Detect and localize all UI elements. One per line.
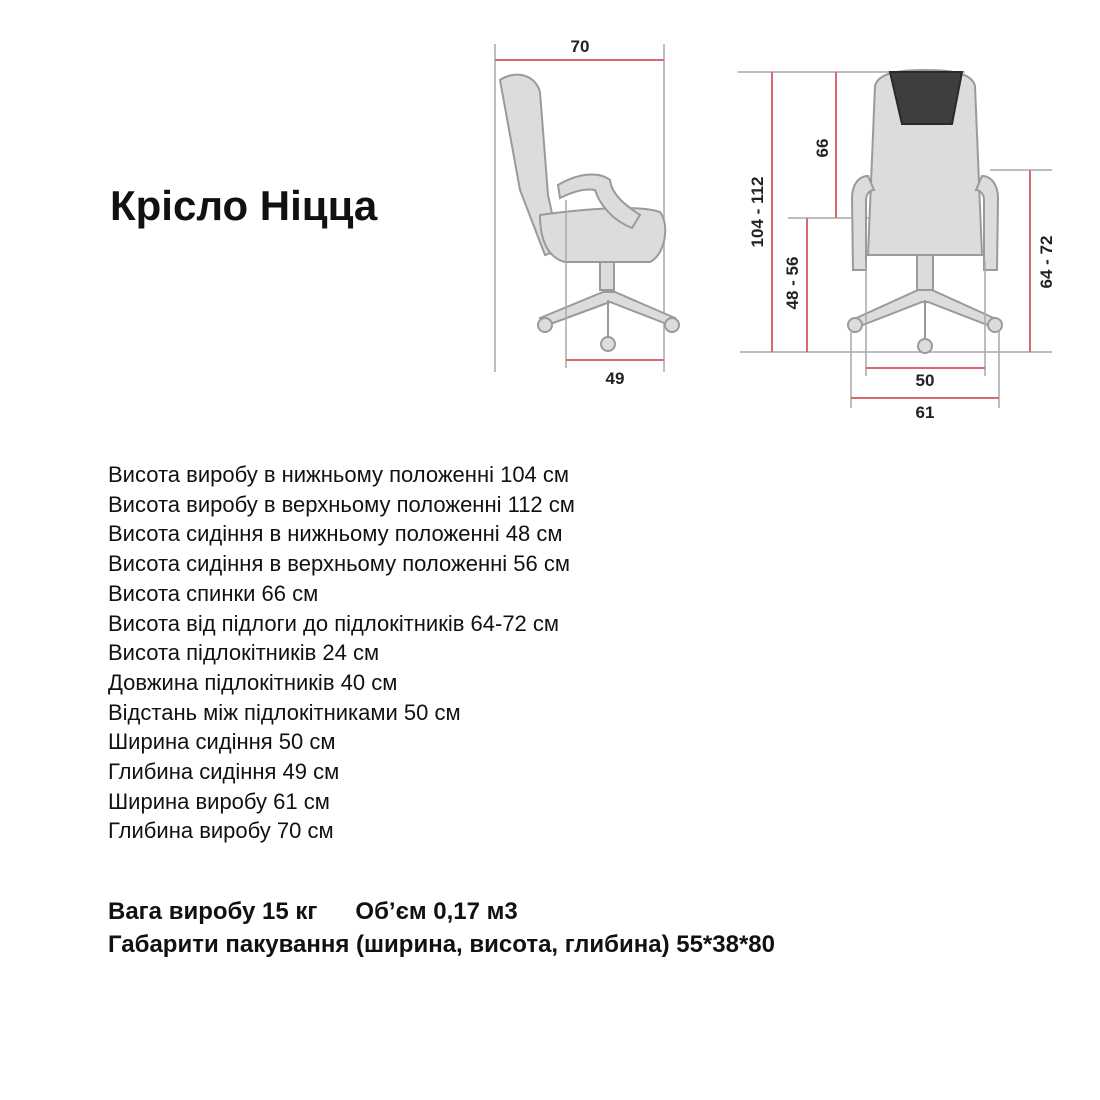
side-gas-lift [600, 262, 614, 290]
front-view [738, 70, 1056, 422]
front-seat-width-label: 50 [915, 371, 935, 390]
summary-block [108, 895, 775, 961]
spec-item: Висота виробу в верхньому положенні 112 см [108, 491, 575, 517]
spec-item: Ширина сидіння 50 см [108, 729, 336, 755]
front-armrest-height-label: 64 - 72 [1037, 235, 1056, 289]
side-wheel-right [665, 318, 679, 332]
spec-list [108, 460, 575, 846]
spec-item: Висота сидіння в верхньому положенні 56 см [108, 551, 570, 577]
spec-item: Глибина виробу 70 см [108, 818, 334, 844]
volume-text: Об’єм 0,17 м3 [355, 898, 518, 925]
packaging-text: Габарити пакування (ширина, висота, глибина) 55*38*80 [108, 931, 775, 958]
front-chair-silhouette [848, 70, 1002, 353]
front-wheel-left [848, 318, 862, 332]
front-seat-height-label: 48 - 56 [783, 256, 802, 310]
side-view [495, 37, 679, 388]
front-wheel-center [918, 339, 932, 353]
spec-item: Ширина виробу 61 см [108, 788, 330, 814]
front-headrest [890, 72, 962, 124]
spec-item: Висота підлокітників 24 см [108, 640, 380, 666]
front-height-label: 104 - 112 [748, 176, 767, 248]
side-seat [540, 208, 665, 262]
side-seat-depth-label: 49 [605, 369, 625, 388]
front-width-label: 61 [915, 403, 935, 422]
spec-item: Висота сидіння в нижньому положенні 48 см [108, 521, 563, 547]
page-title: Крісло Ніцца [110, 182, 378, 229]
spec-item: Висота виробу в нижньому положенні 104 см [108, 462, 570, 487]
front-wheel-right [988, 318, 1002, 332]
spec-item: Висота спинки 66 см [108, 580, 319, 606]
spec-item: Довжина підлокітників 40 см [108, 669, 398, 695]
front-backrest-label: 66 [813, 138, 832, 158]
chair-dimension-diagram [0, 0, 1100, 440]
summary-line-1 [108, 895, 775, 928]
weight-text: Вага виробу 15 кг [108, 898, 318, 925]
spec-item: Висота від підлоги до підлокітників 64-72 см [108, 610, 560, 636]
side-wheel-center [601, 337, 615, 351]
side-chair-silhouette [500, 75, 679, 351]
spec-item: Глибина сидіння 49 см [108, 759, 340, 785]
side-wheel-left [538, 318, 552, 332]
front-gas-lift [917, 255, 933, 291]
side-depth-label: 70 [570, 37, 590, 56]
spec-item: Відстань між підлокітниками 50 см [108, 699, 461, 725]
